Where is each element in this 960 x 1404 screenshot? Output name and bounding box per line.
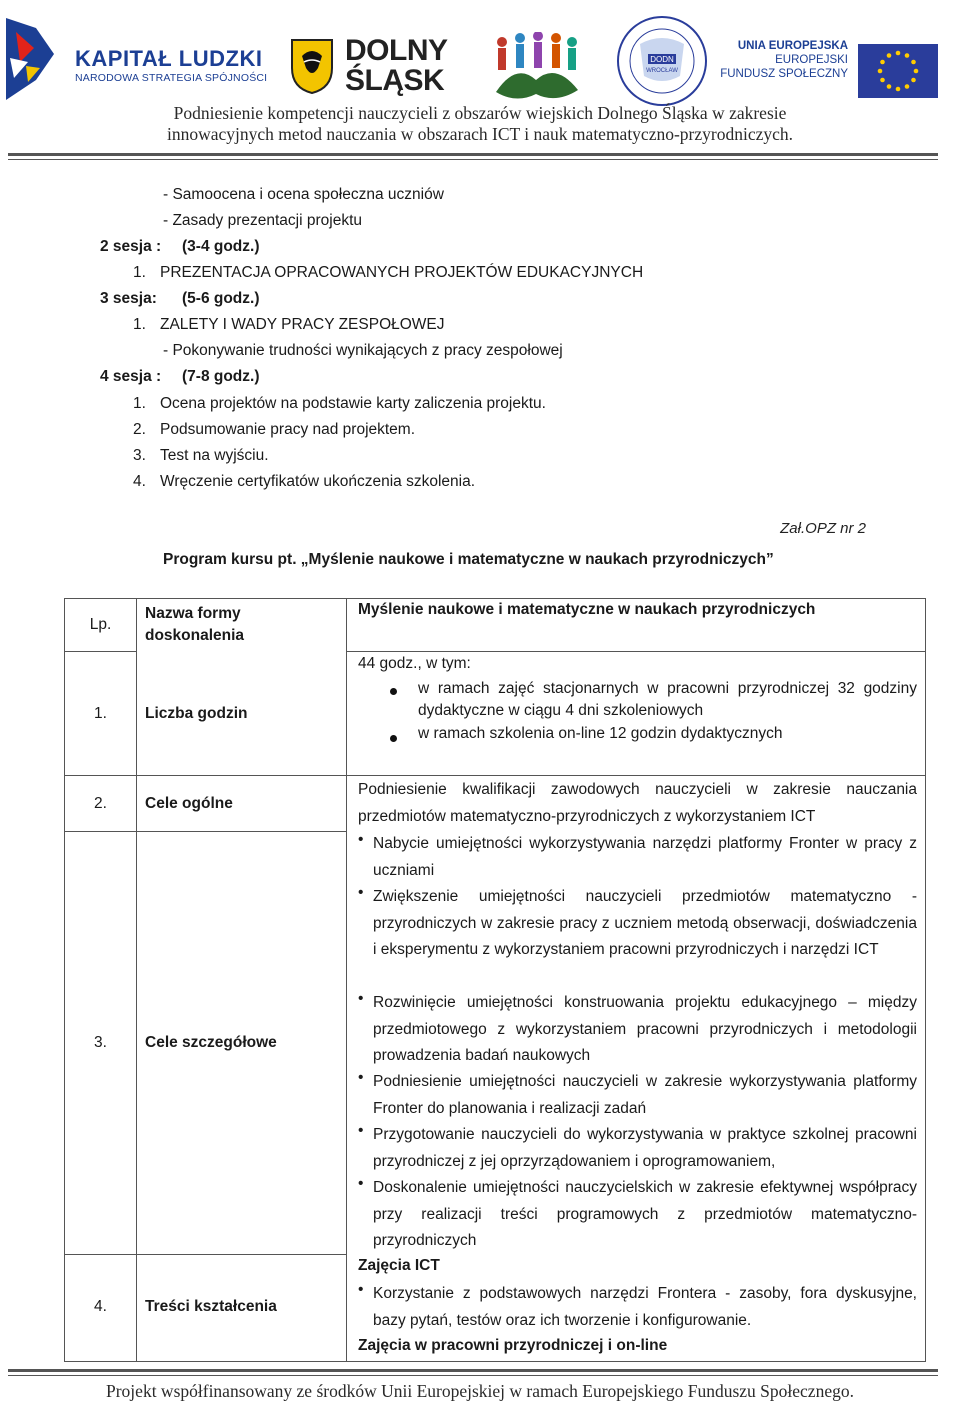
program-title: Program kursu pt. „Myślenie naukowe i matematyczne w naukach przyrodniczych” (163, 551, 774, 568)
bullet-icon (390, 735, 397, 742)
ue-line-3: FUNDUSZ SPOŁECZNY (720, 68, 848, 80)
row-2-number: 2. (94, 795, 107, 812)
table-row-divider (65, 1254, 346, 1255)
session-4-label: 4 sesja : (100, 368, 162, 385)
list-line: - Pokonywanie trudności wynikających z pracy zespołowej (163, 342, 563, 359)
session-2-label: 2 sesja : (100, 238, 162, 255)
specific-goal-2: Zwiększenie umiejętności nauczycieli przedmiotów matematyczno -przyrodniczych w zakresie pracy z uczniem metodą obserwacji, doświadczenia i eksperymentu z wykorzystaniem pracowni przyrodniczych i narzędzi ICT (373, 888, 917, 958)
row-3-number: 3. (94, 1034, 107, 1051)
footer-text: Projekt współfinansowany ze środków Unii Europejskiej w ramach Europejskiego Funduszu Społecznego. (106, 1381, 854, 1401)
hours-bullet-2: w ramach szkolenia on-line 12 godzin dydaktycznych (418, 725, 783, 742)
dodn-seal-logo (614, 14, 710, 108)
ue-line-2: EUROPEJSKI (775, 54, 848, 66)
bullet-icon: • (358, 990, 364, 1007)
list-number: 1. (133, 395, 146, 412)
list-number: 2. (133, 421, 146, 438)
session-3-label: 3 sesja: (100, 290, 157, 307)
list-item: Ocena projektów na podstawie karty zaliczenia projektu. (160, 395, 546, 412)
project-line-1: Podniesienie kompetencji nauczycieli z obszarów wiejskich Dolnego Śląska w zakresie (173, 103, 787, 123)
row-1-label: Liczba godzin (145, 705, 248, 722)
row-4-label: Treści kształcenia (145, 1298, 277, 1315)
kapital-ludzki-title: KAPITAŁ LUDZKI (75, 46, 263, 71)
project-header (0, 103, 960, 145)
table-row-divider (65, 775, 925, 776)
specific-goal-5: Przygotowanie nauczycieli do wykorzystywania w praktyce szkolnej pracowni przyrodniczej z jej oprzyrządowaniem i oprogramowaniem, (373, 1126, 917, 1170)
table-col-divider (346, 599, 347, 1361)
kapital-ludzki-subtitle: NARODOWA STRATEGIA SPÓJNOŚCI (75, 72, 268, 84)
list-number: 4. (133, 473, 146, 490)
bullet-icon: • (358, 1122, 364, 1139)
bullet-icon (390, 688, 397, 695)
row-3-label: Cele szczegółowe (145, 1034, 277, 1051)
specific-goal-4: Podniesienie umiejętności nauczycieli w zakresie wykorzystywania platformy Fronter do planowania i realizacji zadań (373, 1073, 917, 1117)
session-2-hours: (3-4 godz.) (182, 238, 260, 255)
bullet-icon: • (358, 1175, 364, 1192)
attachment-label: Zał.OPZ nr 2 (780, 520, 866, 537)
footer-divider (8, 1369, 938, 1372)
kapital-ludzki-logo (6, 18, 54, 100)
general-goal-text: Podniesienie kwalifikacji zawodowych nauczycieli w zakresie nauczania przedmiotów matematyczno-przyrodniczych z wykorzystaniem ICT (358, 781, 917, 825)
slask-label: ŚLĄSK (345, 64, 445, 97)
table-col-divider (136, 599, 137, 1361)
people-tree-logo (486, 32, 588, 106)
course-name: Myślenie naukowe i matematyczne w naukach przyrodniczych (358, 601, 816, 618)
list-item: ZALETY I WADY PRACY ZESPOŁOWEJ (160, 316, 445, 333)
table-row-divider (65, 831, 346, 832)
dodn-seal-city: WROCŁAW (646, 68, 678, 74)
list-line: - Zasady prezentacji projektu (163, 212, 363, 229)
row-4-number: 4. (94, 1298, 107, 1315)
table-row-divider (65, 651, 136, 652)
hours-intro: 44 godz., w tym: (358, 655, 471, 672)
hours-bullet-1: w ramach zajęć stacjonarnych w pracowni przyrodniczej 32 godziny dydaktyczne w ciągu 4 dni szkoleniowych (418, 680, 917, 719)
dolny-slask-coat-of-arms-icon (290, 38, 334, 94)
specific-goal-3: Rozwinięcie umiejętności konstruowania projektu edukacyjnego – między przedmiotowego z wykorzystaniem pracowni przyrodniczych i metodologii prowadzenia badań naukowych (373, 994, 917, 1064)
bullet-icon: • (358, 884, 364, 901)
list-number: 1. (133, 264, 146, 281)
program-table (64, 598, 926, 1362)
row-2-label: Cele ogólne (145, 795, 233, 812)
list-item: Wręczenie certyfikatów ukończenia szkolenia. (160, 473, 476, 490)
eu-flag-icon (858, 44, 938, 98)
row-1-number: 1. (94, 705, 107, 722)
ue-line-1: UNIA EUROPEJSKA (737, 40, 848, 52)
list-number: 3. (133, 447, 146, 464)
header-divider (8, 153, 938, 156)
list-item: Podsumowanie pracy nad projektem. (160, 421, 416, 438)
dolny-label: DOLNY (345, 34, 448, 67)
list-item: PREZENTACJA OPRACOWANYCH PROJEKTÓW EDUKACYJNYCH (160, 264, 644, 281)
header-divider-thin (8, 159, 938, 160)
list-line: - Samoocena i ocena społeczna uczniów (163, 186, 444, 203)
lp-header: Lp. (89, 616, 112, 633)
session-3-hours: (5-6 godz.) (182, 290, 260, 307)
session-4-hours: (7-8 godz.) (182, 368, 260, 385)
list-number: 1. (133, 316, 146, 333)
ict-heading: Zajęcia ICT (358, 1257, 440, 1274)
form-header: Nazwa formy doskonalenia (145, 605, 245, 644)
bullet-icon: • (358, 1069, 364, 1086)
table-row-divider (346, 651, 925, 652)
dodn-seal-text: DODN (650, 55, 674, 64)
ict-content: Korzystanie z podstawowych narzędzi Frontera - zasoby, fora dyskusyjne, bazy pytań, testów oraz ich tworzenie i konfigurowanie. (373, 1285, 917, 1329)
bullet-icon: • (358, 1281, 364, 1298)
specific-goal-1: Nabycie umiejętności wykorzystywania narzędzi platformy Fronter w pracy z uczniami (373, 835, 917, 879)
lab-heading: Zajęcia w pracowni przyrodniczej i on-line (358, 1337, 668, 1354)
footer-divider-thin (8, 1375, 938, 1376)
list-item: Test na wyjściu. (160, 447, 269, 464)
header-logos (0, 12, 960, 102)
project-line-2: innowacyjnych metod nauczania w obszarach ICT i nauk matematyczno-przyrodniczych. (166, 124, 794, 144)
bullet-icon: • (358, 831, 364, 848)
specific-goal-6: Doskonalenie umiejętności nauczycielskich w zakresie efektywnej współpracy przy realizacji treści programowych z przedmiotów matematyczno-przyrodniczych (373, 1179, 917, 1249)
